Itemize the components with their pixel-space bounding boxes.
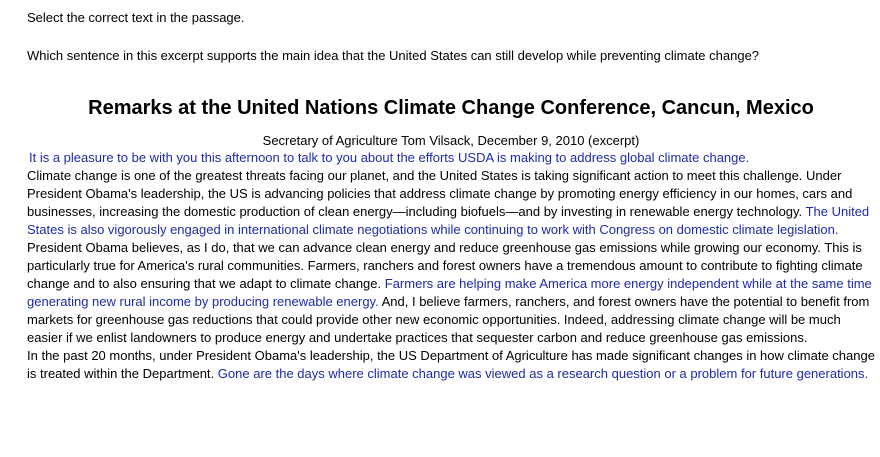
passage-paragraph-2 <box>27 167 875 239</box>
passage-text: In the past 20 months, under President Obama's leadership, the US Department of Agriculture has made significant changes in how climate change is treated within the Department. <box>27 348 875 381</box>
selectable-sentence-3[interactable]: Farmers are helping make America more energy independent while at the same time generating new rural income by producing renewable energy. <box>27 276 872 309</box>
question-text: Which sentence in this excerpt supports the main idea that the United States can still develop while preventing climate change? <box>27 48 760 63</box>
passage-title: Remarks at the United Nations Climate Change Conference, Cancun, Mexico <box>88 97 814 119</box>
passage-text: And, I believe farmers, ranchers, and forest owners have the potential to benefit from markets for greenhouse gas reductions that could provide other new economic opportunities. Indeed, addressing climate change will be much easier if we enlist landowners to produce energy and undertake practices that sequester carbon and reduce greenhouse gas emissions. <box>27 294 870 345</box>
instruction-text: Select the correct text in the passage. <box>27 10 245 25</box>
passage-paragraph-3 <box>27 239 875 347</box>
passage-text: Climate change is one of the greatest threats facing our planet, and the United States is taking significant action to meet this challenge. Under President Obama's leadership, the US is advancing policies that address climate change by promoting energy efficiency in our homes, cars and businesses, increasing the domestic production of clean energy—including biofuels—and by investing in renewable energy technology. <box>27 168 853 219</box>
selectable-sentence-1[interactable]: It is a pleasure to be with you this afternoon to talk to you about the efforts USDA is making to address global climate change. <box>29 150 750 165</box>
passage-body <box>27 149 875 383</box>
passage-subtitle: Secretary of Agriculture Tom Vilsack, December 9, 2010 (excerpt) <box>262 133 640 148</box>
passage-paragraph-4 <box>27 347 875 383</box>
passage-paragraph-1 <box>27 149 875 167</box>
passage-text: President Obama believes, as I do, that we can advance clean energy and reduce greenhouse gas emissions while growing our economy. This is particularly true for America's rural communities. Farmers, ranchers and forest owners have a tremendous amount to contribute to fighting climate change and to also ensuring that we adapt to climate change. <box>27 240 863 291</box>
selectable-sentence-4[interactable]: Gone are the days where climate change was viewed as a research question or a problem for future generations. <box>217 366 869 381</box>
selectable-sentence-2[interactable]: The United States is also vigorously engaged in international climate negotiations while continuing to work with Congress on domestic climate legislation. <box>27 204 870 237</box>
